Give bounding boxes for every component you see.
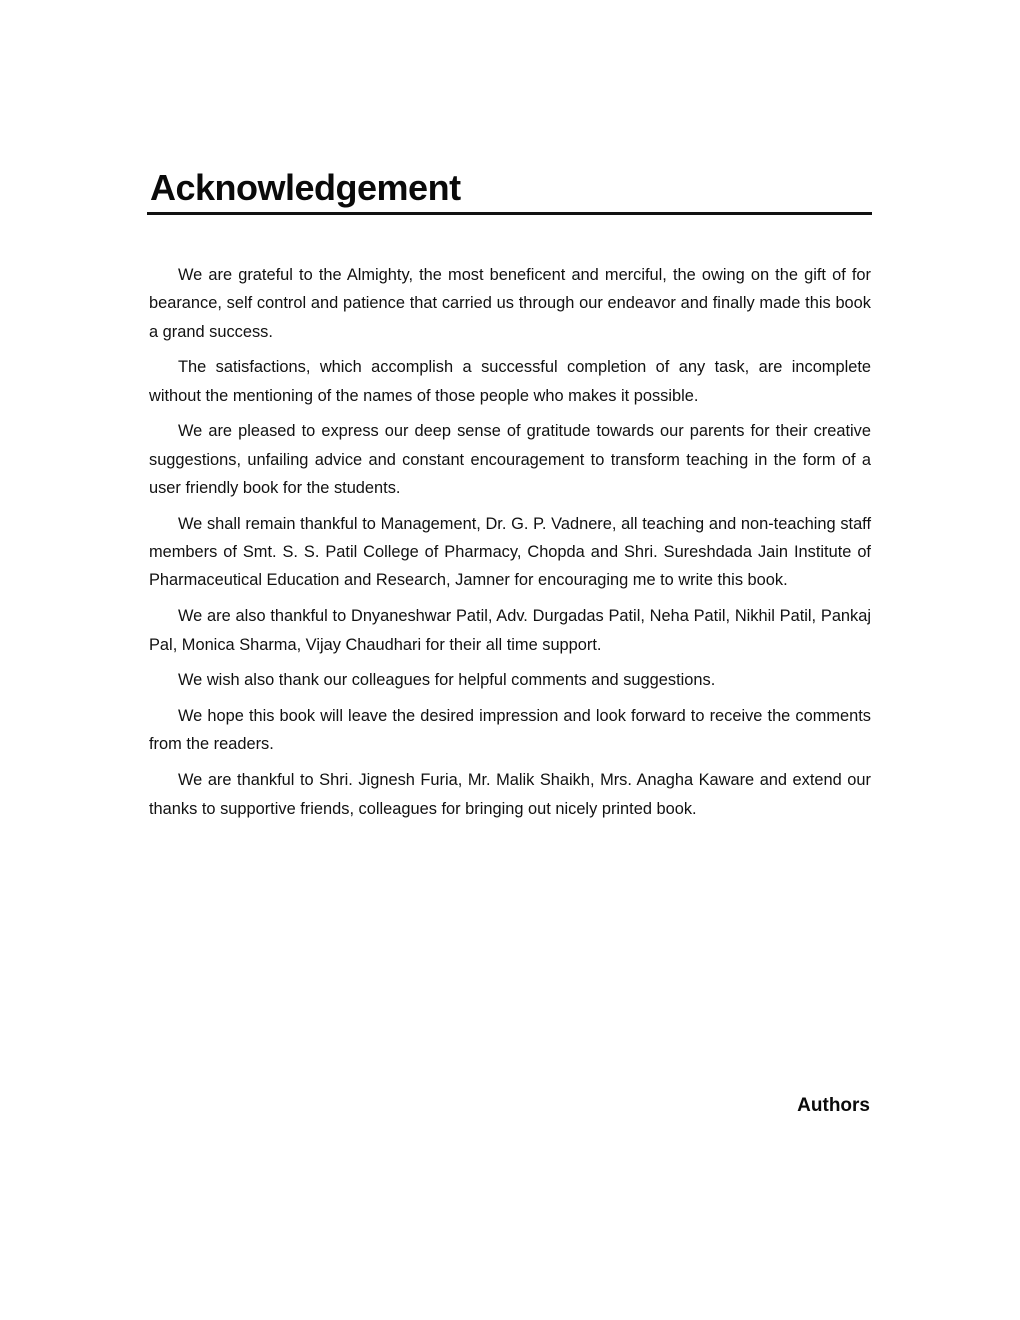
paragraph: We wish also thank our colleagues for helpful comments and suggestions. xyxy=(178,671,716,690)
paragraph: We are also thankful to Dnyaneshwar Patil, Adv. Durgadas Patil, Neha Patil, Nikhil Patil, Pankaj Pal, Monica Sharma, Vijay Chaudhari for their all time support. xyxy=(149,607,871,654)
signature: Authors xyxy=(797,1095,870,1116)
paragraph: We are thankful to Shri. Jignesh Furia, Mr. Malik Shaikh, Mrs. Anagha Kaware and extend our thanks to supportive friends, colleagues for bringing out nicely printed book. xyxy=(149,771,871,818)
acknowledgement-section xyxy=(149,166,871,830)
title-underline xyxy=(147,212,872,215)
paragraph: The satisfactions, which accomplish a successful completion of any task, are incomplete without the mentioning of the names of those people who makes it possible. xyxy=(149,358,871,405)
paragraph: We are grateful to the Almighty, the most beneficent and merciful, the owing on the gift of for bearance, self control and patience that carried us through our endeavor and finally made this book a grand success. xyxy=(149,266,871,341)
page-title: Acknowledgement xyxy=(150,167,461,208)
paragraph: We shall remain thankful to Management, Dr. G. P. Vadnere, all teaching and non-teaching staff members of Smt. S. S. Patil College of Pharmacy, Chopda and Shri. Sureshdada Jain Institute of Pharmaceutical Education and Research, Jamner for encouraging me to write this book. xyxy=(149,514,871,590)
acknowledgement-body xyxy=(149,261,871,823)
paragraph: We are pleased to express our deep sense of gratitude towards our parents for their creative suggestions, unfailing advice and constant encouragement to transform teaching in the form of a user friendly book for the students. xyxy=(149,422,871,498)
paragraph: We hope this book will leave the desired impression and look forward to receive the comments from the readers. xyxy=(149,707,871,754)
